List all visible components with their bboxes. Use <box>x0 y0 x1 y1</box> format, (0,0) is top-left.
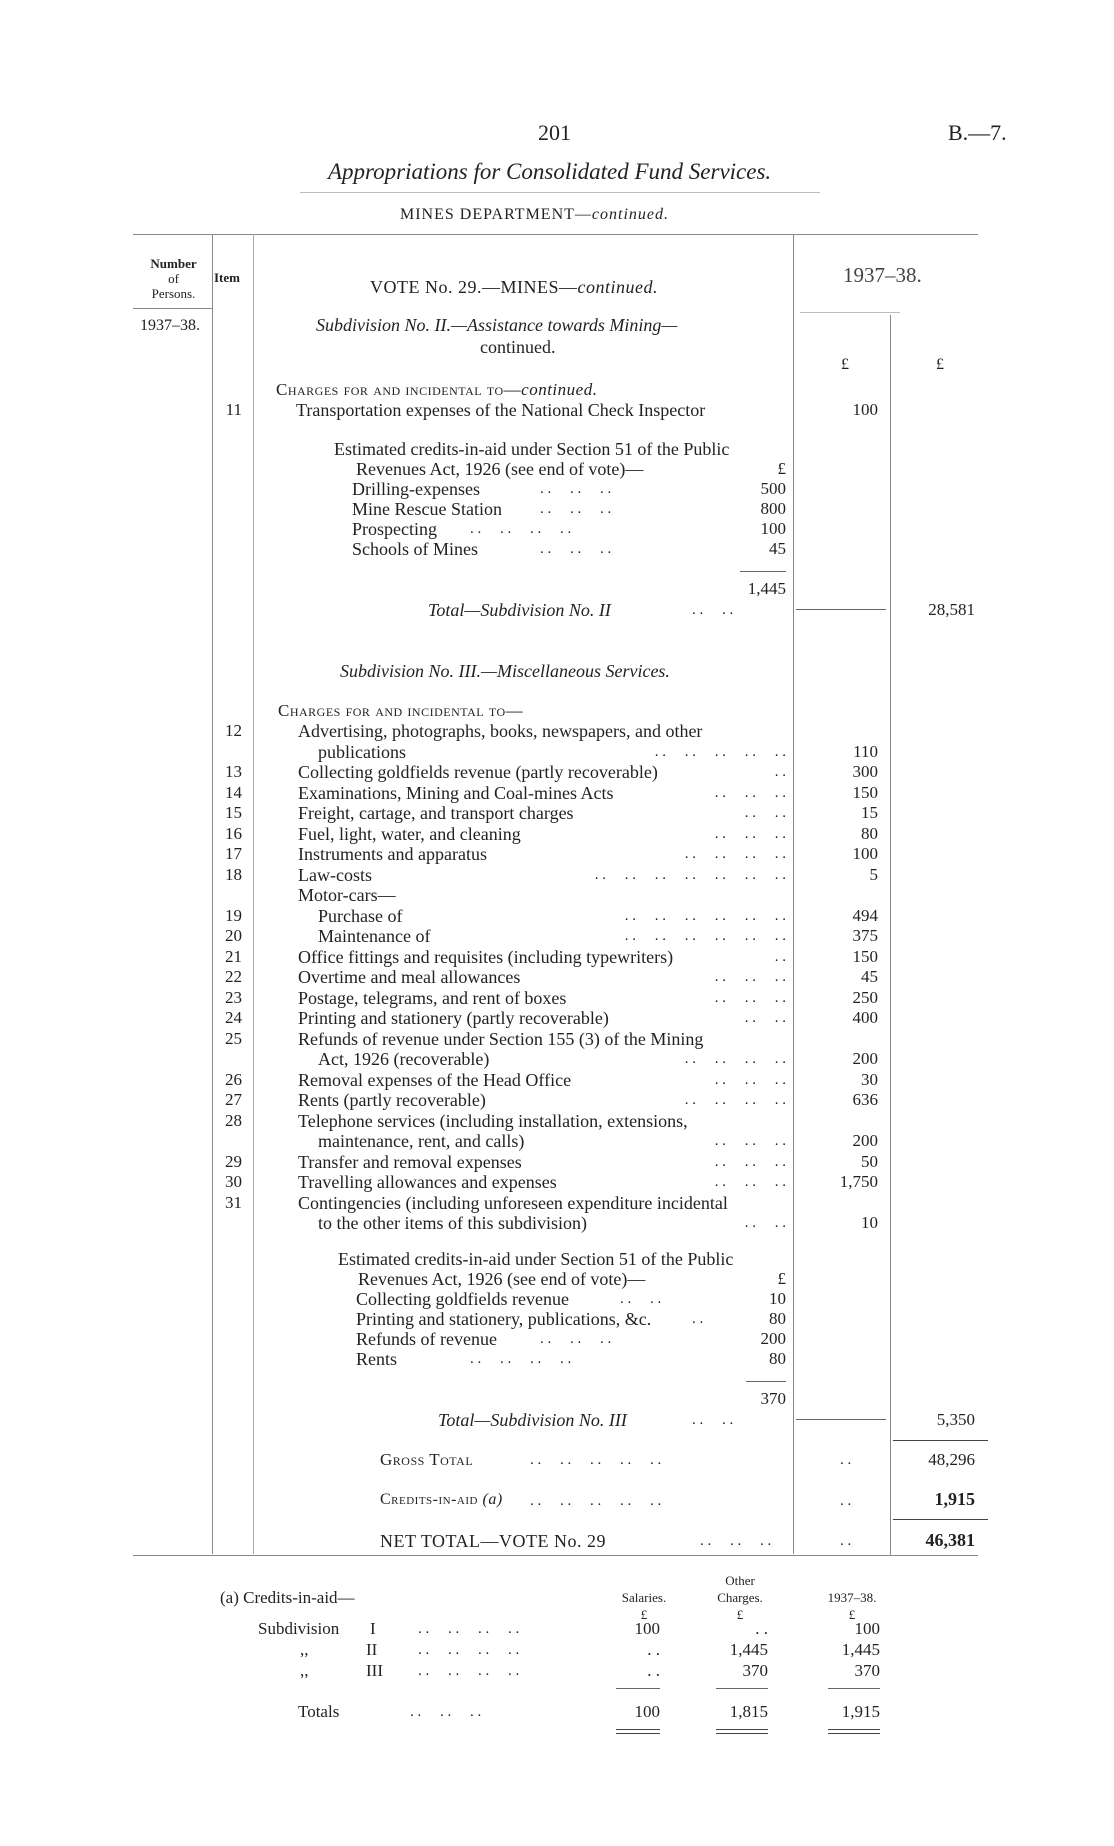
leader-dots: . . . . . . <box>714 1071 786 1088</box>
item-amount: 100 <box>852 400 878 419</box>
item-description: Law-costs <box>298 864 372 885</box>
subdivision3-charges-heading: Charges for and incidental to— <box>278 701 524 720</box>
item-description: Removal expenses of the Head Office <box>298 1069 572 1090</box>
footnote-totals-salaries: 100 <box>634 1702 660 1721</box>
credit-amount: 80 <box>769 1349 786 1368</box>
item-amount: 30 <box>861 1069 878 1089</box>
leader-dots: . . . . . . <box>714 1153 786 1170</box>
net-total: 46,381 <box>925 1530 975 1550</box>
vote-title: VOTE No. 29.—MINES—continued. <box>370 277 658 297</box>
subdivision2-charges-heading: Charges for and incidental to—continued. <box>276 380 598 399</box>
leader-dots: . . . . . . . . . . <box>530 1452 662 1468</box>
item-number: 29 <box>225 1151 242 1171</box>
leader-dots: . . . . . . . . <box>684 846 786 862</box>
item-amount: 200 <box>852 1131 878 1150</box>
item-amount: 150 <box>852 782 878 802</box>
credit-label: Rents <box>356 1349 398 1369</box>
item-amount: 636 <box>852 1090 878 1109</box>
item-amount: 80 <box>861 823 878 843</box>
footnote-totals-other: 1,815 <box>729 1702 768 1721</box>
leader-dots: . . . . . . . . . . . . <box>624 928 786 944</box>
item-number: 31 <box>225 1192 242 1212</box>
item-number: 16 <box>225 823 242 843</box>
item-description: maintenance, rent, and calls) <box>318 1131 525 1151</box>
footnote-row-other: . . <box>755 1619 768 1638</box>
leader-dots: . . . . . . . . <box>684 1092 786 1108</box>
pound-sign: £ <box>640 1607 648 1622</box>
page-reference: B.—7. <box>948 120 1007 145</box>
footnote-row-other: 1,445 <box>729 1640 768 1659</box>
pound-sign: £ <box>848 1607 856 1622</box>
leader-dots: . . . . . . <box>714 784 786 801</box>
footnote-row-roman: I <box>370 1619 376 1638</box>
item-description: publications <box>318 741 406 762</box>
item-amount: 375 <box>852 926 878 945</box>
item-number: 30 <box>225 1172 242 1191</box>
leader-dots: . . . . . . . . <box>418 1621 520 1637</box>
credits-in-aid-total: 1,915 <box>934 1489 975 1509</box>
item-description: Refunds of revenue under Section 155 (3) of the Mining <box>298 1028 704 1049</box>
credit-amount: 10 <box>769 1289 786 1308</box>
item-description: Examinations, Mining and Coal-mines Acts <box>298 782 614 803</box>
footnote-row-roman: II <box>366 1640 378 1659</box>
footnote-row-roman: III <box>366 1661 383 1680</box>
leader-dots: . . . . <box>744 1215 786 1231</box>
item-description: Postage, telegrams, and rent of boxes <box>298 987 567 1008</box>
credit-amount: 800 <box>760 499 786 518</box>
subdivision3-credits-total: 370 <box>760 1389 786 1408</box>
leader-dots: . . . . . . <box>714 825 786 842</box>
credit-label: Drilling-expenses <box>352 479 480 499</box>
leader-dots: . . . . . . <box>714 989 786 1006</box>
year-header: 1937–38. <box>843 263 922 287</box>
item-description: Transfer and removal expenses <box>298 1151 522 1172</box>
leader-dots: . . . . . . <box>700 1533 772 1549</box>
footnote-col-other: Other <box>725 1573 755 1588</box>
footnote-row-total: 100 <box>854 1619 880 1638</box>
subdivision2-credits-heading: Estimated credits-in-aid under Section 51 of the Public <box>334 439 730 459</box>
item-amount: 200 <box>852 1049 878 1068</box>
item-number: 24 <box>225 1008 242 1027</box>
item-description: Collecting goldfields revenue (partly recoverable) <box>298 762 658 782</box>
item-description: Fuel, light, water, and cleaning <box>298 823 521 844</box>
item-description: Transportation expenses of the National Check Inspector <box>296 400 706 420</box>
footnote-col-other-cont: Charges. <box>717 1590 763 1605</box>
subdivision2-credits-pound: £ <box>777 459 786 478</box>
item-amount: 494 <box>852 905 878 925</box>
footnote-row-salaries: . . <box>647 1661 660 1680</box>
gross-total-label: Gross Total <box>380 1450 474 1469</box>
leader-dots: . . . . . . . . . . . . . . <box>594 866 786 883</box>
page-number: 201 <box>538 120 571 145</box>
leader-dots: . . . . . . . . <box>418 1663 520 1679</box>
footnote-col-salaries: Salaries. <box>621 1590 667 1605</box>
item-description: Office fittings and requisites (including typewriters) <box>298 946 674 967</box>
credit-label: Prospecting <box>352 519 437 539</box>
item-number: 28 <box>225 1110 242 1130</box>
leader-dots: . . . . . . <box>410 1704 482 1720</box>
item-description: Purchase of <box>318 905 403 926</box>
item-number: 25 <box>225 1028 242 1048</box>
footnote-row-salaries: . . <box>647 1640 660 1659</box>
item-number: 17 <box>225 844 242 863</box>
leader-dots: . . . . . . . . <box>470 1351 572 1367</box>
credit-amount: 200 <box>760 1329 786 1348</box>
item-description: Telephone services (including installation, extensions, <box>298 1110 688 1131</box>
footnote-totals-total: 1,915 <box>841 1702 880 1721</box>
item-description: Freight, cartage, and transport charges <box>298 803 574 823</box>
item-number: 26 <box>225 1069 242 1089</box>
leader-dots: . . . . . . <box>714 1133 786 1149</box>
leader-dots: . . <box>840 1533 852 1549</box>
subdivision2-credits-heading-cont: Revenues Act, 1926 (see end of vote)— <box>356 459 644 479</box>
item-amount: 150 <box>852 946 878 966</box>
pound-sign-col1: £ <box>841 356 849 373</box>
credit-amount: 500 <box>760 479 786 498</box>
footnote-totals-label: Totals <box>298 1702 340 1721</box>
item-column-header: Item <box>214 270 240 285</box>
item-amount: 10 <box>861 1213 878 1232</box>
leader-dots: . . . . . . . . . . <box>530 1493 662 1509</box>
credit-label: Collecting goldfields revenue <box>356 1289 569 1309</box>
persons-year: 1937–38. <box>140 317 200 334</box>
item-amount: 300 <box>852 762 878 781</box>
item-number: 22 <box>225 967 242 986</box>
leader-dots: . . <box>774 764 786 780</box>
item-description: to the other items of this subdivision) <box>318 1213 587 1233</box>
item-number: 21 <box>225 946 242 966</box>
leader-dots: . . . . . . <box>540 541 612 557</box>
leader-dots: . . <box>840 1452 852 1468</box>
item-amount: 1,750 <box>839 1172 878 1191</box>
item-amount: 50 <box>861 1151 878 1171</box>
subdivision2-title: Subdivision No. II.—Assistance towards Mining— <box>316 315 678 335</box>
item-number: 11 <box>225 400 242 419</box>
item-number: 18 <box>225 864 242 884</box>
leader-dots: . . . . . . . . . . . . <box>624 907 786 924</box>
item-amount: 110 <box>853 741 878 761</box>
item-number: 19 <box>225 905 242 925</box>
item-number: 27 <box>225 1090 242 1109</box>
item-description: Instruments and apparatus <box>298 844 487 864</box>
footnote-col-year: 1937–38. <box>827 1590 877 1605</box>
persons-column-header: Number of Persons. <box>150 256 197 301</box>
item-number: 13 <box>225 762 242 781</box>
footnote-row-label: Subdivision <box>258 1619 340 1638</box>
footnote-row-label: ,, <box>300 1661 309 1680</box>
leader-dots: . . <box>840 1493 852 1509</box>
pound-sign: £ <box>736 1607 744 1622</box>
item-amount: 15 <box>861 803 878 822</box>
credit-label: Refunds of revenue <box>356 1329 497 1349</box>
leader-dots: . . . . . . <box>540 1331 612 1347</box>
item-number: 15 <box>225 803 242 822</box>
subdivision3-total-label: Total—Subdivision No. III <box>438 1410 627 1430</box>
credit-label: Schools of Mines <box>352 539 478 559</box>
leader-dots: . . . . . . <box>540 481 612 497</box>
leader-dots: . . . . . . <box>714 1174 786 1190</box>
item-amount: 100 <box>852 844 878 863</box>
leader-dots: . . . . <box>744 1010 786 1026</box>
item-description: Maintenance of <box>318 926 431 946</box>
item-description: Contingencies (including unforeseen expenditure incidental <box>298 1192 728 1213</box>
item-number: 20 <box>225 926 242 945</box>
leader-dots: . . . . <box>620 1291 662 1307</box>
subdivision3-credits-pound: £ <box>777 1269 786 1288</box>
department-heading: MINES DEPARTMENT—continued. <box>400 206 669 223</box>
subdivision2-total-label: Total—Subdivision No. II <box>428 600 611 620</box>
net-total-label: NET TOTAL—VOTE No. 29 <box>380 1531 607 1551</box>
subdivision2-total: 28,581 <box>928 600 975 619</box>
subdivision2-credits-total: 1,445 <box>747 579 786 598</box>
footnote-row-salaries: 100 <box>634 1619 660 1638</box>
credits-in-aid-label: Credits-in-aid (a) <box>380 1491 503 1508</box>
credit-label: Mine Rescue Station <box>352 499 502 519</box>
subdivision3-title: Subdivision No. III.—Miscellaneous Services. <box>340 661 670 681</box>
footnote-label: (a) Credits-in-aid— <box>220 1588 355 1607</box>
credit-amount: 45 <box>769 539 786 558</box>
item-amount: 250 <box>852 987 878 1007</box>
leader-dots: . . <box>692 1311 704 1327</box>
leader-dots: . . <box>774 948 786 965</box>
leader-dots: . . . . . . . . <box>470 521 572 537</box>
item-description: Printing and stationery (partly recoverable) <box>298 1008 609 1028</box>
gross-total: 48,296 <box>928 1450 975 1469</box>
leader-dots: . . . . . . . . . . <box>654 743 786 760</box>
item-number: 23 <box>225 987 242 1007</box>
subdivision3-credits-heading-cont: Revenues Act, 1926 (see end of vote)— <box>358 1269 646 1289</box>
credit-label: Printing and stationery, publications, &c. <box>356 1309 652 1329</box>
credit-amount: 80 <box>769 1309 786 1328</box>
footnote-row-total: 1,445 <box>841 1640 880 1659</box>
credit-amount: 100 <box>760 519 786 538</box>
leader-dots: . . . . <box>692 602 734 618</box>
subdivision3-total: 5,350 <box>936 1410 975 1429</box>
leader-dots: . . . . <box>692 1412 734 1428</box>
item-description: Travelling allowances and expenses <box>298 1172 557 1192</box>
leader-dots: . . . . <box>744 805 786 821</box>
item-description: Act, 1926 (recoverable) <box>318 1049 490 1069</box>
footnote-row-other: 370 <box>742 1661 768 1680</box>
item-description: Rents (partly recoverable) <box>298 1090 486 1110</box>
leader-dots: . . . . . . <box>714 969 786 985</box>
subdivision3-credits-heading: Estimated credits-in-aid under Section 51 of the Public <box>338 1249 734 1269</box>
leader-dots: . . . . . . . . <box>684 1051 786 1067</box>
item-amount: 400 <box>852 1008 878 1027</box>
footnote-row-total: 370 <box>854 1661 880 1680</box>
item-description: Motor-cars— <box>298 885 396 905</box>
item-amount: 45 <box>861 967 878 986</box>
subdivision2-title-cont: continued. <box>480 337 556 357</box>
item-number: 12 <box>225 721 242 740</box>
pound-sign-col2: £ <box>936 356 944 373</box>
footnote-row-label: ,, <box>300 1640 309 1659</box>
item-amount: 5 <box>869 864 878 884</box>
leader-dots: . . . . . . <box>540 501 612 517</box>
page-title: Appropriations for Consolidated Fund Services. <box>328 159 772 184</box>
item-description: Advertising, photographs, books, newspapers, and other <box>298 721 703 741</box>
leader-dots: . . . . . . . . <box>418 1642 520 1658</box>
item-number: 14 <box>225 782 242 802</box>
item-description: Overtime and meal allowances <box>298 967 521 987</box>
